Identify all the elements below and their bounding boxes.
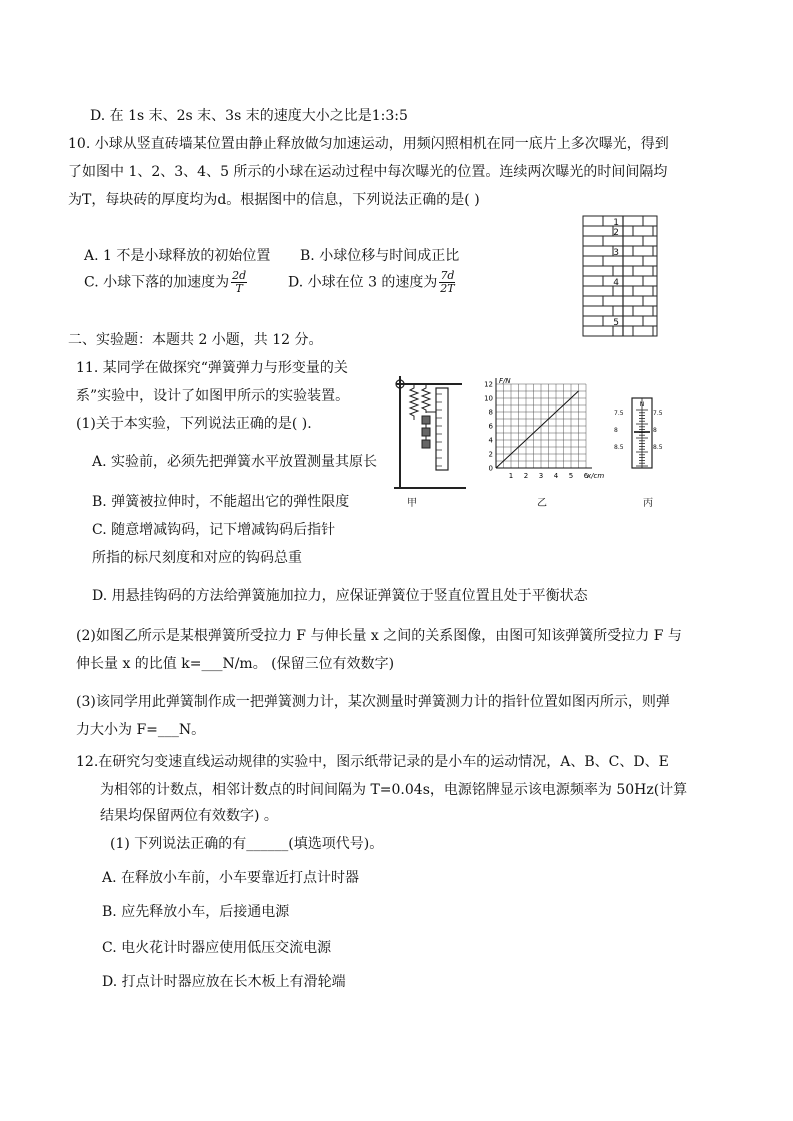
figure-label-bing: 丙 (643, 498, 653, 509)
y-tick-label: 0 (488, 464, 493, 473)
brick-wall-figure (575, 212, 665, 340)
y-tick-label: 10 (484, 394, 493, 403)
q10-option-b: B. 小球位移与时间成正比 (300, 248, 460, 264)
x-tick-label: 4 (553, 472, 559, 480)
series-line (496, 391, 579, 468)
q11-part2-line2: 伸长量 x 的比值 k=___N/m。 (保留三位有效数字) (76, 656, 395, 672)
figure-label-yi: 乙 (537, 498, 547, 509)
q10-option-c-text: C. 小球下落的加速度为 (84, 274, 230, 291)
q10-option-c (84, 270, 249, 295)
section-title: 二、实验题：本题共 2 小题，共 12 分。 (68, 332, 323, 348)
weight-icon (422, 440, 430, 448)
scale-tick-label: 8.5 (614, 444, 624, 451)
q11-option-c-line2: 所指的标尺刻度和对应的钩码总重 (92, 550, 302, 566)
q12-option-a: A. 在释放小车前，小车要靠近打点计时器 (102, 870, 360, 886)
spring-scale-figure (612, 396, 672, 472)
x-tick-label: 3 (538, 472, 544, 480)
q12-stem-line2: 为相邻的计数点，相邻计数点的时间间隔为 T=0.04s，电源铭牌显示该电源频率为 50Hz(计算 (100, 782, 688, 798)
scale-unit-label: N (639, 401, 645, 408)
force-extension-chart (482, 376, 605, 488)
y-tick-label: 2 (488, 450, 493, 459)
weight-icon (422, 428, 430, 436)
scale-tick-label: 8.5 (653, 444, 663, 451)
brick-row (583, 266, 657, 276)
fraction-numerator: 7d (440, 269, 455, 282)
x-tick-label: 6 (583, 472, 589, 480)
q10-option-a: A. 1 不是小球释放的初始位置 (84, 248, 271, 264)
weight-icon (422, 416, 430, 424)
q12-option-b: B. 应先释放小车，后接通电源 (102, 904, 290, 920)
q10-option-d (288, 270, 457, 295)
ball-position-label: 5 (613, 318, 619, 328)
ball-position-label: 1 (613, 218, 619, 228)
q11-part1: (1)关于本实验，下列说法正确的是( ). (76, 416, 312, 432)
q11-option-b: B. 弹簧被拉伸时，不能超出它的弹性限度 (92, 494, 350, 510)
q11-part2-line1: (2)如图乙所示是某根弹簧所受拉力 F 与伸长量 x 之间的关系图像，由图可知该弹簧所受拉力 F 与 (76, 628, 682, 644)
fraction-denominator: 2T (440, 282, 455, 295)
brick-row (583, 226, 657, 236)
scale-tick-label: 7.5 (653, 410, 663, 417)
y-tick-label: 6 (488, 422, 493, 431)
q10-stem-line3: 为T，每块砖的厚度均为d。根据图中的信息，下列说法正确的是( ) (68, 192, 480, 208)
brick-row (583, 326, 657, 336)
q10-stem-line2: 了如图中 1、2、3、4、5 所示的小球在运动过程中每次曝光的位置。连续两次曝光的时间间隔均 (68, 164, 668, 180)
y-axis-label: F/N (499, 377, 511, 385)
figure-label-jia: 甲 (407, 498, 417, 509)
x-tick-label: 1 (508, 472, 514, 480)
brick-row (583, 256, 657, 266)
q10-option-d-fraction (439, 270, 455, 295)
q11-option-c-line1: C. 随意增减钩码，记下增减钩码后指针 (92, 522, 336, 538)
brick-row (583, 306, 657, 316)
q10-option-d-text: D. 小球在位 3 的速度为 (288, 274, 438, 291)
x-axis-label: x/cm (587, 472, 605, 480)
y-tick-label: 8 (488, 408, 493, 417)
q12-option-c: C. 电火花计时器应使用低压交流电源 (102, 940, 332, 956)
y-tick-label: 12 (484, 380, 493, 389)
y-tick-label: 4 (488, 436, 493, 445)
x-tick-label: 2 (523, 472, 529, 480)
scale-tick-label: 8 (653, 427, 657, 434)
brick-row (583, 296, 657, 306)
q11-option-a: A. 实验前，必须先把弹簧水平放置测量其原长 (92, 454, 378, 470)
q9-option-d: D. 在 1s 末、2s 末、3s 末的速度大小之比是1:3:5 (90, 108, 408, 124)
brick-row (583, 316, 657, 326)
q12-sub1: (1) 下列说法正确的有______(填选项代号)。 (110, 836, 384, 852)
fraction-denominator: T (235, 282, 243, 295)
ball-position-label: 4 (613, 278, 619, 288)
q12-option-d: D. 打点计时器应放在长木板上有滑轮端 (102, 974, 346, 990)
q10-option-c-fraction (231, 270, 247, 295)
brick-row (583, 286, 657, 296)
ball-position-label: 2 (613, 228, 619, 238)
spring-icon (422, 384, 430, 413)
fraction-numerator: 2d (232, 269, 247, 282)
spring-icon (410, 384, 418, 420)
scale-tick-label: 8 (614, 427, 618, 434)
q11-part3-line1: (3)该同学用此弹簧制作成一把弹簧测力计，某次测量时弹簧测力计的指针位置如图丙所示，则弹 (76, 694, 670, 710)
spring-apparatus-figure (392, 372, 472, 494)
brick-row (583, 276, 657, 286)
q11-option-d: D. 用悬挂钩码的方法给弹簧施加拉力，应保证弹簧位于竖直位置且处于平衡状态 (92, 588, 588, 604)
q11-intro-line2: 系”实验中，设计了如图甲所示的实验装置。 (76, 388, 350, 404)
brick-row (583, 246, 657, 256)
x-tick-label: 5 (568, 472, 574, 480)
q11-intro-line1: 11. 某同学在做探究“弹簧弹力与形变量的关 (76, 360, 348, 376)
q11-part3-line2: 力大小为 F=___N。 (76, 722, 206, 738)
q12-stem-line3: 结果均保留两位有效数字) 。 (100, 808, 278, 824)
q12-stem-line1: 12.在研究匀变速直线运动规律的实验中，图示纸带记录的是小车的运动情况，A、B、C、D、E (76, 754, 669, 770)
ball-position-label: 3 (613, 248, 619, 258)
brick-row (583, 216, 657, 226)
brick-row (583, 236, 657, 246)
q10-stem-line1: 10. 小球从竖直砖墙某位置由静止释放做匀加速运动，用频闪照相机在同一底片上多次曝光，得到 (68, 136, 669, 152)
scale-tick-label: 7.5 (614, 410, 624, 417)
